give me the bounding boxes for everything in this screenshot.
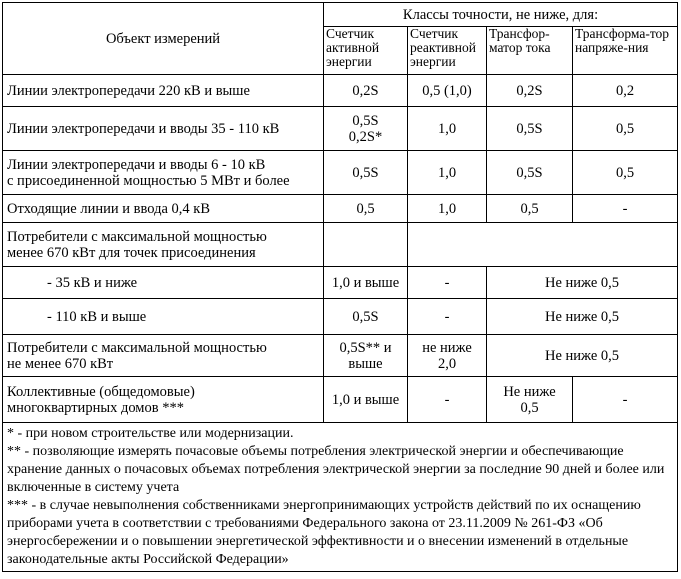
footnotes: [3, 423, 678, 572]
cell-merged: Не ниже 0,5: [487, 335, 678, 377]
row-object-line2: не менее 670 кВт: [7, 355, 114, 372]
cell-vt: -: [573, 195, 678, 223]
cell-active: 0,5S: [324, 151, 408, 195]
cell-vt: 0,2: [573, 75, 678, 107]
cell-ct-line2: 0,5: [520, 399, 539, 416]
footnote: * - при новом строительстве или модернизации.: [7, 426, 294, 441]
cell-reactive: -: [408, 299, 487, 335]
table-row: [3, 75, 678, 107]
row-object: Линии электропередачи и вводы 35 - 110 кВ: [3, 107, 324, 151]
header-object: Объект измерений: [3, 3, 324, 75]
row-object-line1: Коллективные (общедомовые): [7, 383, 195, 400]
cell-ct: 0,5S: [487, 107, 573, 151]
cell-active: 1,0 и выше: [324, 267, 408, 299]
cell-reactive: -: [408, 377, 487, 423]
cell-reactive: 1,0: [408, 151, 487, 195]
cell-ct-line1: Не ниже: [503, 383, 556, 400]
table-row: [3, 299, 678, 335]
cell-active-line2: 0,2S*: [348, 128, 383, 145]
row-object: [3, 151, 324, 195]
row-object-line2: менее 670 кВт для точек присоединения: [7, 244, 256, 261]
cell-active-line1: 0,5S: [352, 112, 379, 129]
row-object: Линии электропередачи 220 кВ и выше: [3, 75, 324, 107]
cell-ct: 0,5: [487, 195, 573, 223]
cell-ct: 0,2S: [487, 75, 573, 107]
footnotes-row: [3, 423, 678, 572]
cell-merged: Не ниже 0,5: [487, 299, 678, 335]
row-object: Отходящие линии и ввода 0,4 кВ: [3, 195, 324, 223]
table-row: [3, 223, 678, 267]
cell-active-line2: выше: [348, 355, 383, 372]
row-object: [3, 377, 324, 423]
cell-vt: -: [573, 377, 678, 423]
cell-reactive-line1: не ниже: [422, 339, 472, 356]
row-object: [3, 223, 324, 267]
cell-active: 1,0 и выше: [324, 377, 408, 423]
footnote: ** - позволяющие измерять почасовые объемы потребления электрической энергии и обеспечивающие хранение данных о почасовых объемах потребления электрической энергии за последние 90 дней и более или включенные в систему учета: [7, 444, 665, 495]
row-object-line1: Потребители с максимальной мощностью: [7, 339, 267, 356]
cell-reactive: 1,0: [408, 195, 487, 223]
cell-vt: 0,5: [573, 151, 678, 195]
header-col-ct: Трансфор-матор тока: [487, 27, 573, 75]
cell-active: 0,2S: [324, 75, 408, 107]
table-row: [3, 151, 678, 195]
accuracy-classes-table: [2, 2, 678, 572]
header-col-vt: Трансформа-тор напряже-ния: [573, 27, 678, 75]
table-row: [3, 377, 678, 423]
cell-vt: 0,5: [573, 107, 678, 151]
cell-active: [324, 107, 408, 151]
cell-merged: Не ниже 0,5: [487, 267, 678, 299]
cell-reactive: 0,5 (1,0): [408, 75, 487, 107]
cell-ct: [487, 377, 573, 423]
row-object: - 110 кВ и выше: [3, 299, 324, 335]
table-row: [3, 195, 678, 223]
header-col-active: Счетчик активной энергии: [324, 27, 408, 75]
cell-active: 0,5S: [324, 299, 408, 335]
cell-reactive: [408, 335, 487, 377]
cell-reactive: -: [408, 267, 487, 299]
row-object-line1: Потребители с максимальной мощностью: [7, 228, 267, 245]
cell-active: 0,5: [324, 195, 408, 223]
row-object-line2: с присоединенной мощностью 5 МВт и более: [7, 172, 290, 189]
table-row: [3, 107, 678, 151]
cell-reactive-line2: 2,0: [437, 355, 457, 372]
cell-ct: 0,5S: [487, 151, 573, 195]
cell-empty: [324, 223, 408, 267]
cell-active: [324, 335, 408, 377]
row-object-line1: Линии электропередачи и вводы 6 - 10 кВ: [7, 156, 266, 173]
cell-reactive: 1,0: [408, 107, 487, 151]
header-col-reactive: Счетчик реактивной энергии: [408, 27, 487, 75]
header-row-top: [3, 3, 678, 27]
row-object-line2: многоквартирных домов ***: [7, 399, 184, 416]
cell-active-line1: 0,5S** и: [339, 339, 392, 356]
header-classes: Классы точности, не ниже, для:: [324, 3, 678, 27]
table-row: [3, 335, 678, 377]
row-object: - 35 кВ и ниже: [3, 267, 324, 299]
cell-empty: [408, 223, 678, 267]
row-object: [3, 335, 324, 377]
table-row: [3, 267, 678, 299]
footnote: *** - в случае невыполнения собственниками энергопринимающих устройств действий по их оснащению приборами учета в соответствии с требованиями Федерального закона от 23.11.2009 № 261-ФЗ «Об энергосбережении и о повышении энергетической эффективности и о внесении изменений в отдельные законодательные акты Российской Федерации»: [7, 498, 641, 567]
